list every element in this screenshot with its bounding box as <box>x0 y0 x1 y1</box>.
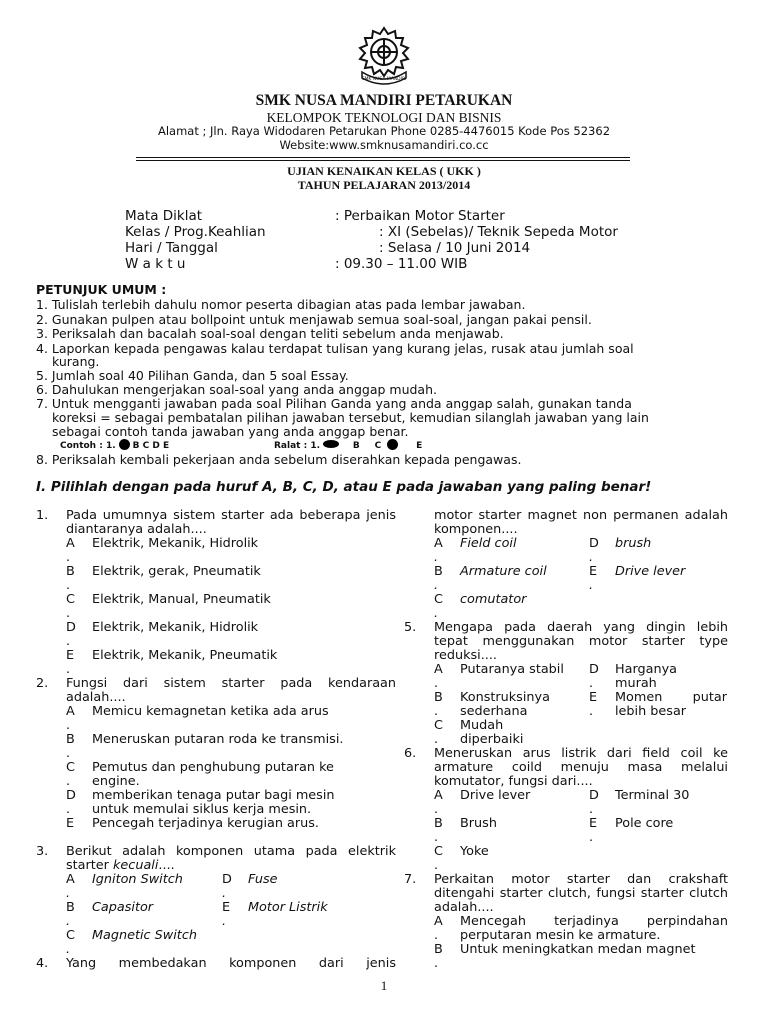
option-text: Meneruskan putaran roda ke transmisi. <box>92 732 344 747</box>
option[interactable] <box>66 901 216 929</box>
option-text: comutator <box>460 592 527 607</box>
option[interactable] <box>66 537 366 565</box>
option-dot: . <box>66 634 71 649</box>
filled-circle-icon <box>119 439 130 450</box>
option-dot: . <box>434 606 439 621</box>
info-value: : Perbaikan Motor Starter <box>335 208 505 224</box>
header-rule <box>136 157 630 158</box>
school-address: Alamat ; Jln. Raya Widodaren Petarukan Phone 0285-4476015 Kode Pos 52362 <box>157 124 611 138</box>
option[interactable] <box>434 943 728 971</box>
question-number: 5. <box>404 620 417 635</box>
option-dot: . <box>66 662 71 677</box>
page-number: 1 <box>380 978 388 993</box>
option-text: Igniton Switch <box>92 872 183 887</box>
option[interactable] <box>589 565 729 593</box>
option-dot: . <box>66 746 71 761</box>
example-choices: B C D E <box>132 441 170 451</box>
instructions-title: PETUNJUK UMUM : <box>36 282 167 297</box>
option-letter: B <box>66 564 75 579</box>
option[interactable] <box>589 537 729 565</box>
option[interactable] <box>66 649 366 677</box>
ralat-choice: C <box>374 441 382 451</box>
option-dot: . <box>434 956 439 971</box>
option-letter: B <box>66 900 75 915</box>
exam-year: TAHUN PELAJARAN 2013/2014 <box>297 178 471 192</box>
option[interactable] <box>434 537 584 565</box>
option-text: Field coil <box>460 536 517 551</box>
question-number: 3. <box>36 844 49 859</box>
option-text: Elektrik, Manual, Pneumatik <box>92 592 271 607</box>
info-label: Hari / Tanggal <box>125 240 218 256</box>
instruction-item: 3. Periksalah dan bacalah soal-soal dengan teliti sebelum anda menjawab. <box>36 326 504 341</box>
option-dot: . <box>589 830 594 845</box>
option[interactable] <box>589 663 729 691</box>
option-text: Putaranya stabil <box>460 662 564 677</box>
question-number: 2. <box>36 676 49 691</box>
option-text: Magnetic Switch <box>92 928 197 943</box>
option[interactable] <box>434 593 584 621</box>
option-letter: E <box>66 816 75 831</box>
option-dot: . <box>434 802 439 817</box>
option-dot: . <box>66 606 71 621</box>
question-number: 7. <box>404 872 417 887</box>
info-value: : Selasa / 10 Juni 2014 <box>379 240 531 256</box>
option[interactable] <box>66 733 366 761</box>
option[interactable] <box>66 705 366 733</box>
instruction-item: 5. Jumlah soal 40 Pilihan Ganda, dan 5 soal Essay. <box>36 368 349 383</box>
option-letter: E <box>222 900 231 915</box>
option[interactable] <box>434 915 728 943</box>
option-dot: . <box>434 732 439 747</box>
option-letter: D <box>66 788 76 803</box>
ralat-choice: B <box>352 441 360 451</box>
option-dot: . <box>434 676 439 691</box>
option-dot: . <box>66 774 71 789</box>
ralat-choice: E <box>416 441 423 451</box>
option-text: Brush <box>460 816 497 831</box>
option-dot: . <box>589 550 594 565</box>
info-label: W a k t u <box>125 256 186 272</box>
option-dot: . <box>66 942 71 957</box>
option-letter: D <box>589 536 599 551</box>
instruction-item: 4. Laporkan kepada pengawas kalau terdapat tulisan yang kurang jelas, rusak atau jumlah soal <box>36 341 634 356</box>
option-dot: . <box>66 886 71 901</box>
option-letter: C <box>66 592 75 607</box>
option-text: Pole core <box>615 816 674 831</box>
option-text: Capasitor <box>92 900 154 915</box>
option[interactable] <box>222 873 362 901</box>
info-value: : XI (Sebelas)/ Teknik Sepeda Motor <box>379 224 618 240</box>
option-letter: E <box>589 564 598 579</box>
option-dot: . <box>66 550 71 565</box>
option-letter: A <box>434 536 443 551</box>
option-dot: . <box>589 578 594 593</box>
option-text: Elektrik, Mekanik, Hidrolik <box>92 620 259 635</box>
instruction-item: 8. Periksalah kembali pekerjaan anda sebelum diserahkan kepada pengawas. <box>36 452 522 467</box>
option-text: Pemutus dan penghubung putaran ke engine. <box>92 760 334 790</box>
ralat-label: Ralat : 1. <box>274 441 321 451</box>
option[interactable] <box>434 565 584 593</box>
instruction-item: 1. Tulislah terlebih dahulu nomor peserta dibagian atas pada lembar jawaban. <box>36 297 526 312</box>
option-letter: B <box>66 732 75 747</box>
option[interactable] <box>66 593 366 621</box>
option-letter: A <box>434 662 443 677</box>
option-letter: E <box>66 648 75 663</box>
option-dot: . <box>434 578 439 593</box>
option-text: Drive lever <box>615 564 686 579</box>
question-text: Pada umumnya sistem starter ada beberapa jenis diantaranya adalah.... <box>66 508 396 538</box>
option-text: Harganya murah <box>615 662 677 692</box>
exam-title: UJIAN KENAIKAN KELAS ( UKK ) <box>287 164 481 178</box>
info-label: Kelas / Prog.Keahlian <box>125 224 266 240</box>
option-letter: E <box>589 816 598 831</box>
option-letter: B <box>434 564 443 579</box>
question-text: Meneruskan arus listrik dari field coil ke armature coild menuju masa melalui komutator, fungsi dari.... <box>434 746 728 790</box>
instruction-item: kurang. <box>52 354 100 369</box>
option-text: Terminal 30 <box>615 788 690 803</box>
option[interactable] <box>589 691 729 719</box>
option-text: Armature coil <box>460 564 547 579</box>
crossed-out-circle-icon <box>323 440 339 448</box>
option-letter: A <box>434 788 443 803</box>
instruction-item: sebagai contoh tanda jawaban yang anda anggap benar. <box>52 424 409 439</box>
option-dot: . <box>434 704 439 719</box>
school-subtitle: KELOMPOK TEKNOLOGI DAN BISNIS <box>266 110 502 125</box>
option-text: Pencegah terjadinya kerugian arus. <box>92 816 319 831</box>
school-name: SMK NUSA MANDIRI PETARUKAN <box>255 92 513 109</box>
question-number: 6. <box>404 746 417 761</box>
question-text: Perkaitan motor starter dan crakshaft ditengahi starter clutch, fungsi starter clutch adalah.... <box>434 872 728 916</box>
info-value: : 09.30 – 11.00 WIB <box>335 256 468 272</box>
option-letter: A <box>66 704 75 719</box>
option-letter: B <box>434 690 443 705</box>
option-letter: C <box>66 760 75 775</box>
option[interactable] <box>222 901 362 929</box>
option[interactable] <box>589 789 729 817</box>
option-letter: D <box>589 662 599 677</box>
option-letter: B <box>434 942 443 957</box>
option[interactable] <box>434 817 584 845</box>
option-dot: . <box>434 928 439 943</box>
header-rule <box>136 160 630 161</box>
question-number: 4. <box>36 956 49 971</box>
option[interactable] <box>434 845 584 873</box>
option-text: Untuk meningkatkan medan magnet <box>460 942 696 957</box>
option-letter: A <box>434 914 443 929</box>
option-dot: . <box>589 704 594 719</box>
question-number: 1. <box>36 508 49 523</box>
option-letter: E <box>589 690 598 705</box>
option-dot: . <box>222 914 227 929</box>
example-answer <box>60 439 169 451</box>
option[interactable] <box>434 663 584 691</box>
option-letter: D <box>589 788 599 803</box>
instruction-item: 6. Dahulukan mengerjakan soal-soal yang anda anggap mudah. <box>36 382 437 397</box>
option-dot: . <box>434 858 439 873</box>
option-letter: A <box>66 536 75 551</box>
option-letter: C <box>434 844 443 859</box>
option-dot: . <box>66 914 71 929</box>
option-text: Mudah diperbaiki <box>460 718 524 748</box>
option[interactable] <box>66 565 366 593</box>
option-letter: B <box>434 816 443 831</box>
option-text: Mencegah terjadinya perpindahan perputaran mesin ke armature. <box>460 914 728 944</box>
option-text: Elektrik, gerak, Pneumatik <box>92 564 261 579</box>
option[interactable] <box>66 817 366 837</box>
option[interactable] <box>66 761 366 789</box>
logo-text: SMK NUSA MANDIRI <box>361 77 407 82</box>
example-label: Contoh : 1. <box>60 441 116 451</box>
option-dot: . <box>66 578 71 593</box>
option-letter: C <box>66 928 75 943</box>
option-text: brush <box>615 536 652 551</box>
option-text: Konstruksinya sederhana <box>460 690 550 720</box>
question-text: motor starter magnet non permanen adalah komponen.... <box>434 508 728 538</box>
filled-circle-icon <box>387 439 398 450</box>
option-letter: D <box>66 620 76 635</box>
question-text: Yang membedakan komponen dari jenis <box>66 956 396 971</box>
instruction-item: 2. Gunakan pulpen atau bollpoint untuk menjawab semua soal-soal, jangan pakai pensil. <box>36 312 592 327</box>
option-text: memberikan tenaga putar bagi mesin untuk memulai siklus kerja mesin. <box>92 788 335 818</box>
option-dot: . <box>222 886 227 901</box>
option-dot: . <box>589 676 594 691</box>
option-text: Drive lever <box>460 788 531 803</box>
option-dot: . <box>589 802 594 817</box>
question-text: Mengapa pada daerah yang dingin lebih tepat menggunakan motor starter type reduksi.... <box>434 620 728 664</box>
option[interactable] <box>434 691 584 719</box>
option[interactable] <box>434 719 584 747</box>
option[interactable] <box>66 929 216 957</box>
option-dot: . <box>434 550 439 565</box>
option[interactable] <box>66 789 366 817</box>
option-text: Elektrik, Mekanik, Hidrolik <box>92 536 259 551</box>
question-text: Berikut adalah komponen utama pada elektrik starter kecuali.... <box>66 844 396 874</box>
option-text: Yoke <box>460 844 489 859</box>
info-label: Mata Diklat <box>125 208 203 224</box>
school-website: Website:www.smknusamandiri.co.cc <box>279 138 489 152</box>
ralat-example <box>274 439 422 451</box>
question-text: Fungsi dari sistem starter pada kendaraan adalah.... <box>66 676 396 706</box>
option-text: Momen putar lebih besar <box>615 690 727 720</box>
option-text: Fuse <box>248 872 278 887</box>
option-dot: . <box>66 718 71 733</box>
option-letter: C <box>434 718 443 733</box>
instruction-item: koreksi = sebagai pembatalan pilihan jawaban tersebut, kemudian silanglah jawaban yang lain <box>52 410 649 425</box>
section-title: I. Pilihlah dengan pada huruf A, B, C, D, atau E pada jawaban yang paling benar! <box>36 479 652 495</box>
option-text: Memicu kemagnetan ketika ada arus <box>92 704 329 719</box>
option-text: Motor Listrik <box>248 900 328 915</box>
school-logo <box>356 26 412 88</box>
option[interactable] <box>589 817 729 845</box>
option[interactable] <box>66 873 216 901</box>
option-text: Elektrik, Mekanik, Pneumatik <box>92 648 278 663</box>
option[interactable] <box>434 789 584 817</box>
option[interactable] <box>66 621 366 649</box>
option-dot: . <box>434 830 439 845</box>
option-letter: A <box>66 872 75 887</box>
option-letter: D <box>222 872 232 887</box>
option-letter: C <box>434 592 443 607</box>
instruction-item: 7. Untuk mengganti jawaban pada soal Pilihan Ganda yang anda anggap salah, gunakan tanda <box>36 396 632 411</box>
option-dot: . <box>66 802 71 817</box>
